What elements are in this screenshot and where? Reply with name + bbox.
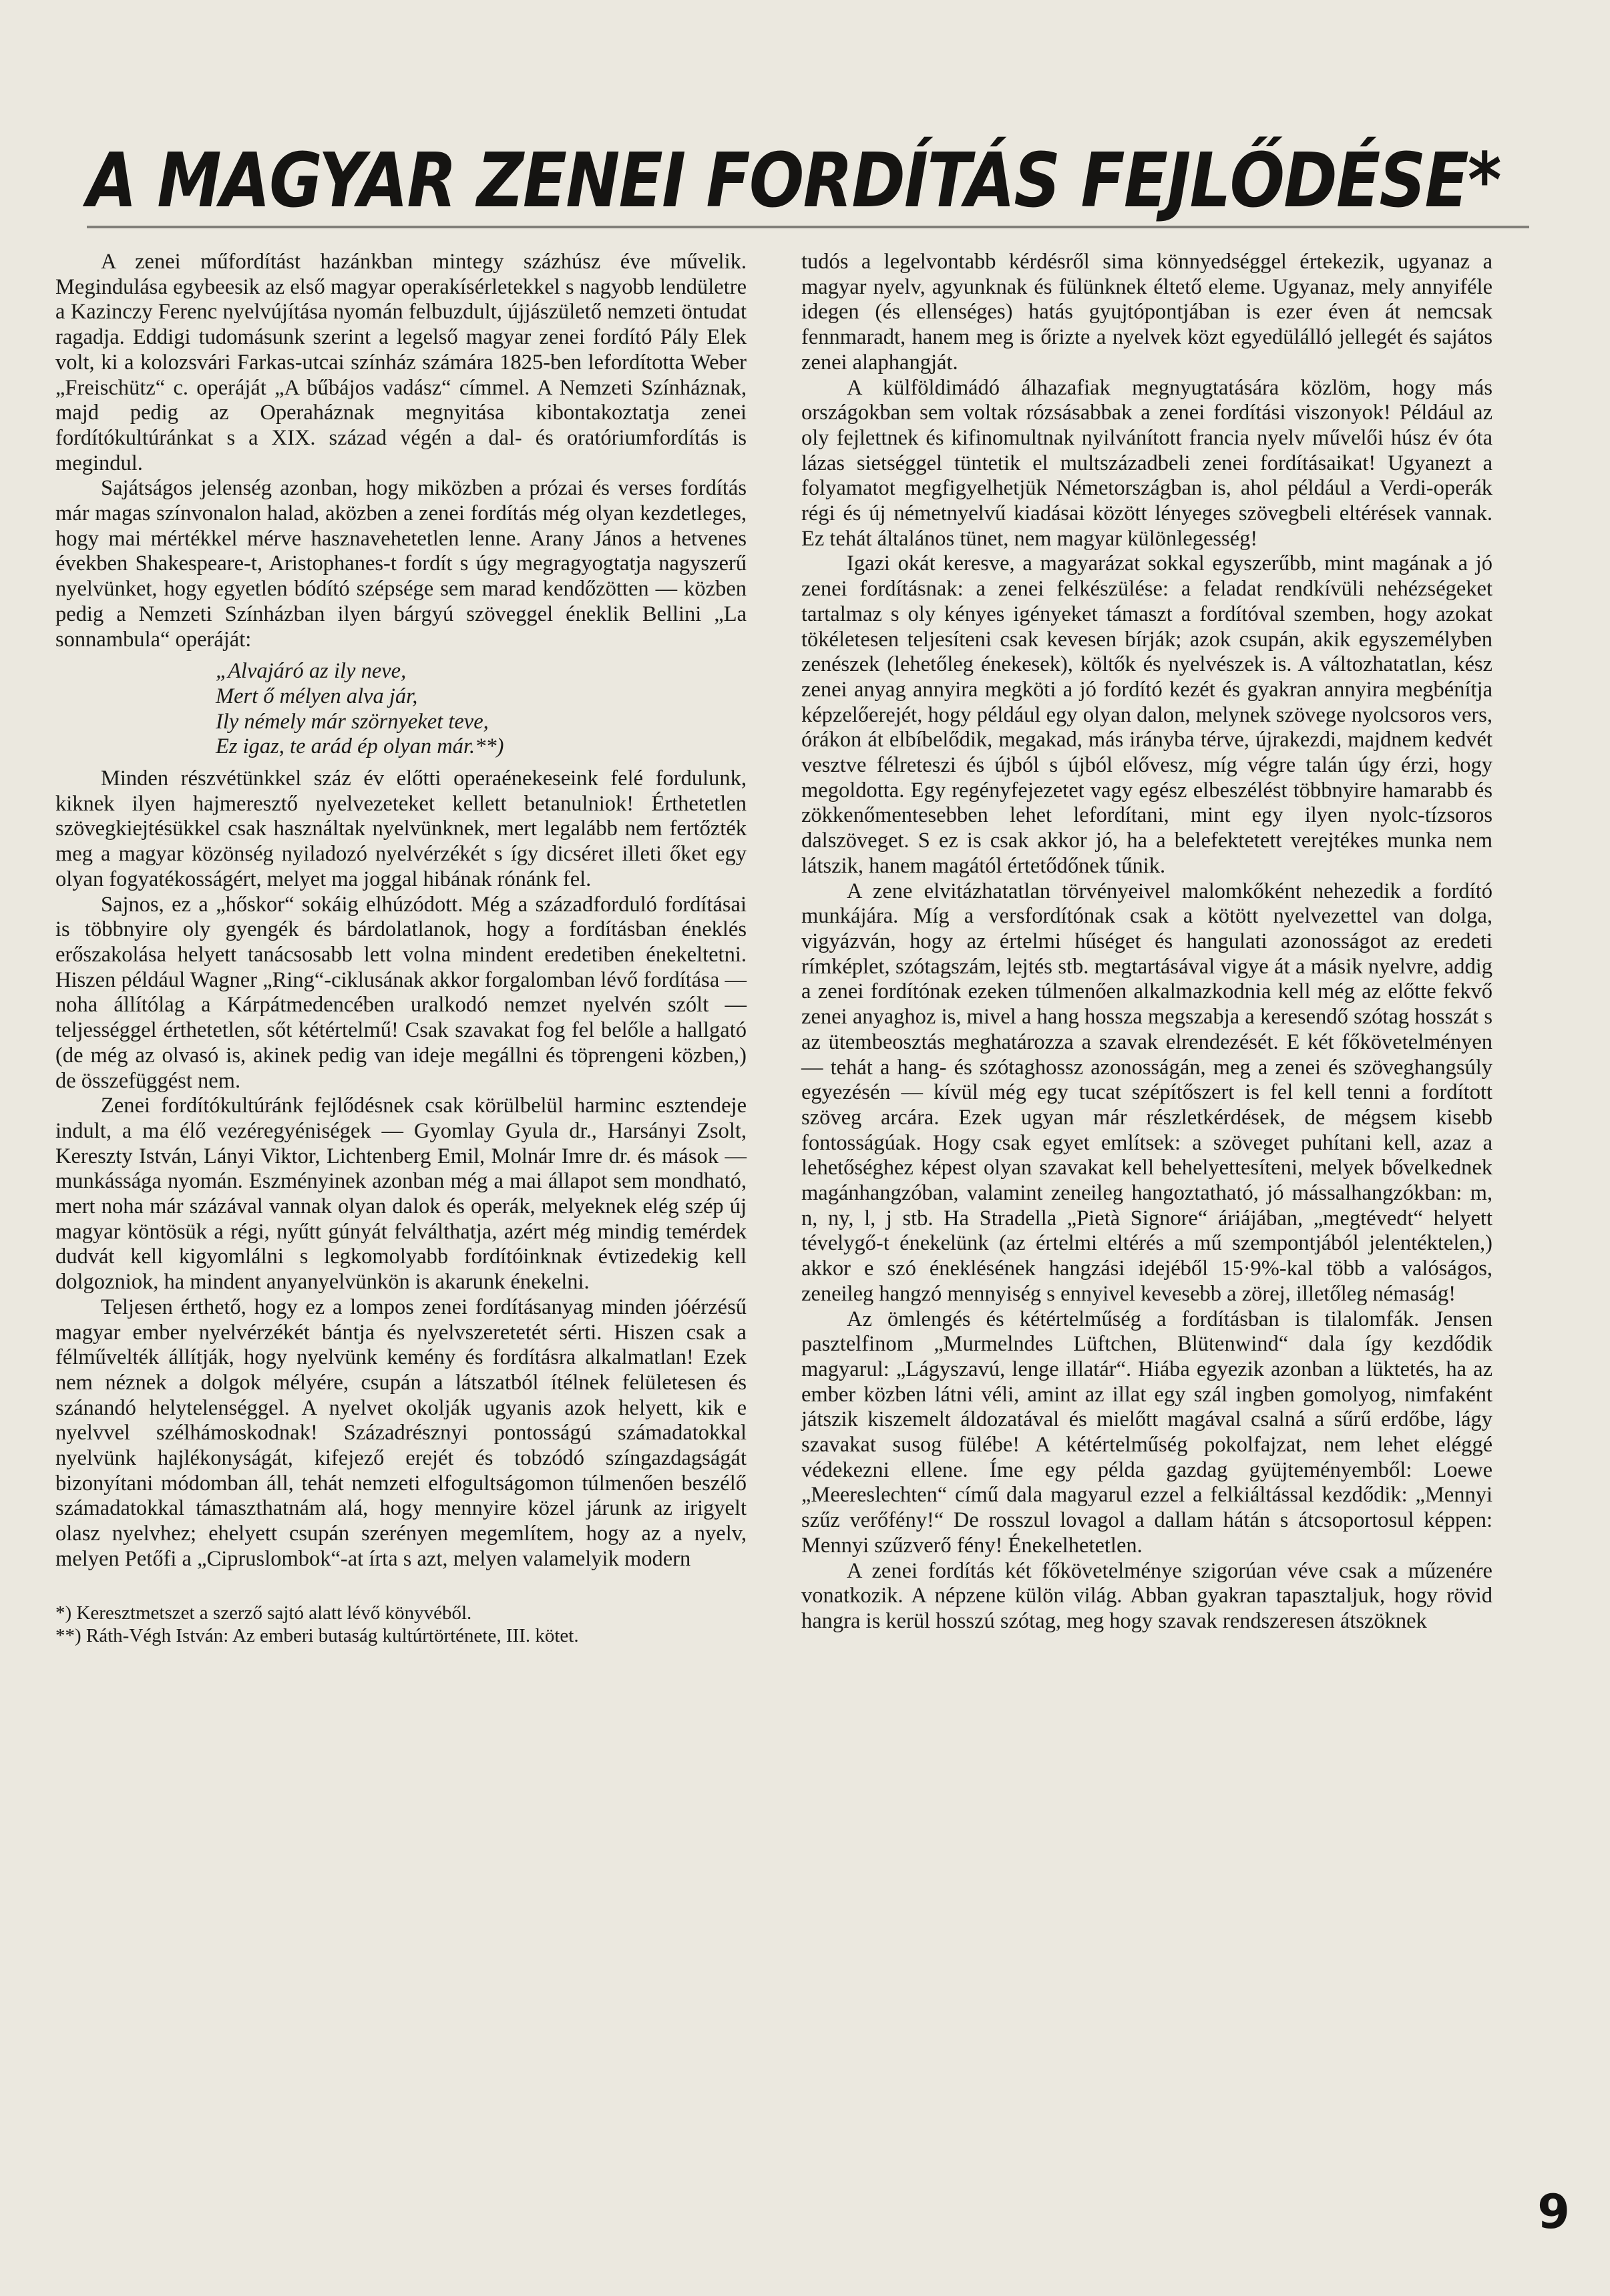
paragraph: A külföldimádó álhazafiak megnyugtatására közlöm, hogy más országokban sem voltak rózsásabbak a zenei fordítási viszonyok! Például az oly fejlettnek és kifinomultnak nyilvánított francia nyelv művelői húsz év óta lázas sietséggel tüntetik el multszázadbeli zenei fordításaikat! Ugyanezt a folyamatot megfigyelhetjük Németországban is, ahol például a Verdi-operák régi és új németnyelvű kiadásai között lényeges szövegbeli eltérések vannak. Ez tehát általános tünet, nem magyar különlegesség!	[801, 375, 1492, 551]
paragraph: Igazi okát keresve, a magyarázat sokkal egyszerűbb, mint magának a jó zenei fordításnak: a zenei felkészülése: a feladat rendkívüli nehézségeket tartalmaz s oly kényes igényeket támaszt a fordítóval szemben, hogy azokat tökéletesen teljesíteni csak kevesen bírják; azok csupán, akik egyszemélyben zenészek (lehetőleg énekesek), költők és nyelvészek is. A változhatatlan, kész zenei anyag annyira megköti a jó fordító kezét és gyakran annyira megbénítja képzelőerejét, hogy például egy olyan dalon, melynek szövege nyolcsoros vers, órákon át elbíbelődik, megakad, más irányba térve, újrakezdi, majdnem kedvét vesztve félreteszi és újból s újból elővesz, míg végre talán úgy érzi, hogy megoldotta. Egy regényfejezetet vagy egész elbeszélést többnyire hamarabb és zökkenőmentesebben lehet lefordítani, mint egy ilyen nyolc-tízsoros dalszöveget. S ez is csak akkor jó, ha a belefektetett verejtékes munka nem látszik, hanem magától értetődőnek tűnik.	[801, 551, 1492, 878]
paragraph: Sajátságos jelenség azonban, hogy miközben a prózai és verses fordítás már magas színvonalon halad, aközben a zenei fordítás még olyan kezdetleges, hogy mai mértékkel mérve hasznavehetetlen lenne. Arany János a hetvenes években Shakespeare-t, Aristophanes-t fordít s úgy megragyogtatja nagyszerű nyelvünket, hogy egyetlen bódító szépsége sem marad kendőzötten — közben pedig a Nemzeti Színházban ilyen bárgyú szöveggel éneklik Bellini „La sonnambula“ operáját:	[55, 476, 747, 652]
footnote: **) Ráth-Végh István: Az emberi butaság kultúrtörténete, III. kötet.	[55, 1624, 579, 1646]
verse-line: Ez igaz, te arád ép olyan már.**)	[216, 734, 504, 759]
left-column	[55, 250, 747, 1647]
paragraph: Minden részvétünkkel száz év előtti operaénekeseink felé fordulunk, kiknek ilyen hajmeresztő nyelvezeteket kellett betanulniok! Érthetetlen szövegkiejtésükkel csak használtak nyelvünknek, mert legalább nem fertőzték meg a magyar közönség nyiladozó nyelvérzékét s így dicséret illeti őket egy olyan fogyatékosságért, melyet ma joggal hibának rónánk fel.	[55, 766, 747, 891]
right-column	[801, 250, 1492, 1634]
paragraph: A zene elvitázhatatlan törvényeivel malomkőként nehezedik a fordító munkájára. Míg a versfordítónak csak a kötött nyelvezettel van dolga, vigyázván, hogy az értelmi hűséget és hangulati azonosságot az eredeti rímképlet, szótagszám, lejtés stb. megtartásával vigye át a másik nyelvre, addig a zenei fordítónak ezeken túlmenően alkalmazkodnia kell még az előtte fekvő zenei anyaghoz is, mivel a hang hossza megszabja a keresendő szótag hosszát s az ütembeosztás meghatározza a szavak elrendezését. E két főkövetelményen — tehát a hang- és szótaghossz azonosságán, meg a zenei és szöveghangsúly egyezésén — kívül még egy tucat szépítőszert is fel kell tenni a fordított szöveg arcára. Ezek ugyan már részletkérdések, de mégsem kisebb fontosságúak. Hogy csak egyet említsek: a szöveget puhítani kell, azaz a lehetőséghez képest olyan szavakat kell behelyettesíteni, melyek bővelkednek magánhangzóban, valamint zeneileg hangoztatható, jó mássalhangzókban: m, n, ny, l, j stb. Ha Stradella „Pietà Signore“ áriájában, „megtévedt“ helyett tévelygő-t énekelünk (az értelmi eltérés a mű szempontjából jelentéktelen,) akkor e szó éneklésének hangzási idejéből 15·9%-kal több a valóságos, zeneileg hangzó mennyiség s ennyivel kevesebb a zörej, illetőleg némaság!	[801, 879, 1492, 1306]
article-title: A MAGYAR ZENEI FORDÍTÁS FEJLŐDÉSE*	[87, 138, 1500, 224]
paragraph: Teljesen érthető, hogy ez a lompos zenei fordításanyag minden jóérzésű magyar ember nyelvérzékét bántja és nyelvszeretetét sérti. Hiszen csak a félművelték állítják, hogy nyelvünk kemény és fordításra alkalmatlan! Ezek nem néznek a dolgok mélyére, csupán a látszatból ítélnek felületesen és szánandó helytelenséggel. A nyelvet okolják ugyanis azok helyett, kik e nyelvvel szélhámoskodnak! Századrésznyi pontosságú számadatokkal nyelvünk hajlékonyságát, kifejező erejét és tobzódó színgazdagságát bizonyítani módomban áll, tehát nemzeti elfogultságomon túlmenően beszélő számadatokkal támaszthatnám alá, hogy mennyire közel járunk az irigyelt olasz nyelvhez; ehelyett csupán szerényen megemlítem, hogy az a nyelv, melyen Petőfi a „Cipruslombok“-at írta s azt, melyen valamelyik modern	[55, 1295, 747, 1571]
title-divider	[87, 226, 1529, 228]
paragraph: Zenei fordítókultúránk fejlődésnek csak körülbelül harminc esztendeje indult, a ma élő vezéregyéniségek — Gyomlay Gyula dr., Harsányi Zsolt, Kereszty István, Lányi Viktor, Lichtenberg Emil, Molnár Imre dr. és mások — munkássága nyomán. Eszményinek azonban még a mai állapot sem mondható, mert noha már százával vannak olyan dalok és operák, melyeknek elég szép új magyar köntösük a régi, nyűtt gúnyát felválthatja, azért még mindig temérdek dudvát kell kigyomlálni s legkomolyabb fordítóinknak évtizedekig kell dolgozniok, ha mindent anyanyelvünkön is akarunk énekelni.	[55, 1094, 747, 1295]
verse-line: Mert ő mélyen alva jár,	[216, 684, 418, 708]
paragraph: Sajnos, ez a „hőskor“ sokáig elhúzódott. Még a századforduló fordításai is többnyire oly gyengék és bárdolatlanok, hogy a fordításban éneklés erőszakolása helyett tanácsosabb lett volna mindent eredetiben énekeltetni. Hiszen például Wagner „Ring“-ciklusának akkor forgalomban lévő fordítása — noha állítólag a Kárpátmedencében uralkodó nemzet nyelvén szólt — teljességgel érthetetlen, sőt kétértelmű! Csak szavakat fog fel belőle a hallgató (de még az olvasó is, akinek pedig van ideje megállni és töprengeni közben,) de összefüggést nem.	[55, 892, 747, 1093]
verse-quote	[216, 659, 747, 760]
footnote: *) Keresztmetszet a szerző sajtó alatt lévő könyvéből.	[55, 1602, 472, 1624]
paragraph: A zenei fordítás két főkövetelménye szigorúan véve csak a műzenére vonatkozik. A népzene külön világ. Abban gyakran tapasztaljuk, hogy rövid hangra is kerül hosszú szótag, meg hogy szavak rendszeresen átszöknek	[801, 1558, 1492, 1633]
page-number: 9	[1537, 2185, 1570, 2239]
paragraph: A zenei műfordítást hazánkban mintegy százhúsz éve művelik. Megindulása egybeesik az első magyar operakísérletekkel s nagyobb lendületre a Kazinczy Ferenc nyelvújítása nyomán felbuzdult, újjászülető nemzeti öntudat ragadja. Eddigi tudomásunk szerint a legelső magyar zenei fordító Pály Elek volt, ki a kolozsvári Farkas-utcai színház számára 1825-ben lefordította Weber „Freischütz“ c. operáját „A bűbájos vadász“ címmel. A Nemzeti Színháznak, majd pedig az Operaháznak megnyitása kibontakoztatja zenei fordítókultúránkat s a XIX. század végén a dal- és oratóriumfordítás is megindul.	[55, 250, 747, 475]
paragraph: Az ömlengés és kétértelműség a fordításban is tilalomfák. Jensen pasztelfinom „Murmelndes Lüftchen, Blütenwind“ dala így kezdődik magyarul: „Lágyszavú, lenge illatár“. Hiába egyezik azonban a lüktetés, ha az ember közben látni véli, amint az illat egy szál ingben gomolyog, nimfaként játszik kiszemelt áldozatával és mielőtt magával csalná a sűrű erdőbe, lágy szavakat susog fülébe! A kétértelműség pokolfajzat, nem lehet eléggé védekezni ellene. Íme egy példa gazdag gyüjteményemből: Loewe „Meereslechten“ című dala magyarul ezzel a felkiáltással kezdődik: „Mennyi szűz verőfény!“ De rosszul lovagol a dallam hátán s átcsoportosul képpen: Mennyi szűzverő fény! Énekelhetetlen.	[801, 1307, 1492, 1558]
paragraph: tudós a legelvontabb kérdésről sima könnyedséggel értekezik, ugyanaz a magyar nyelv, agyunknak és fülünknek éltető eleme. Ugyanaz, mely annyiféle idegen (és ellenséges) hatás gyujtópontjában is ezer éven át nemcsak fennmaradt, hanem meg is őrizte a nyelvek közt egyedülálló jellegét és sajátos zenei alaphangját.	[801, 250, 1492, 375]
footnotes	[55, 1602, 747, 1647]
verse-line: Ily némely már szörnyeket teve,	[216, 709, 489, 734]
verse-line: „Alvajáró az ily neve,	[216, 659, 407, 684]
